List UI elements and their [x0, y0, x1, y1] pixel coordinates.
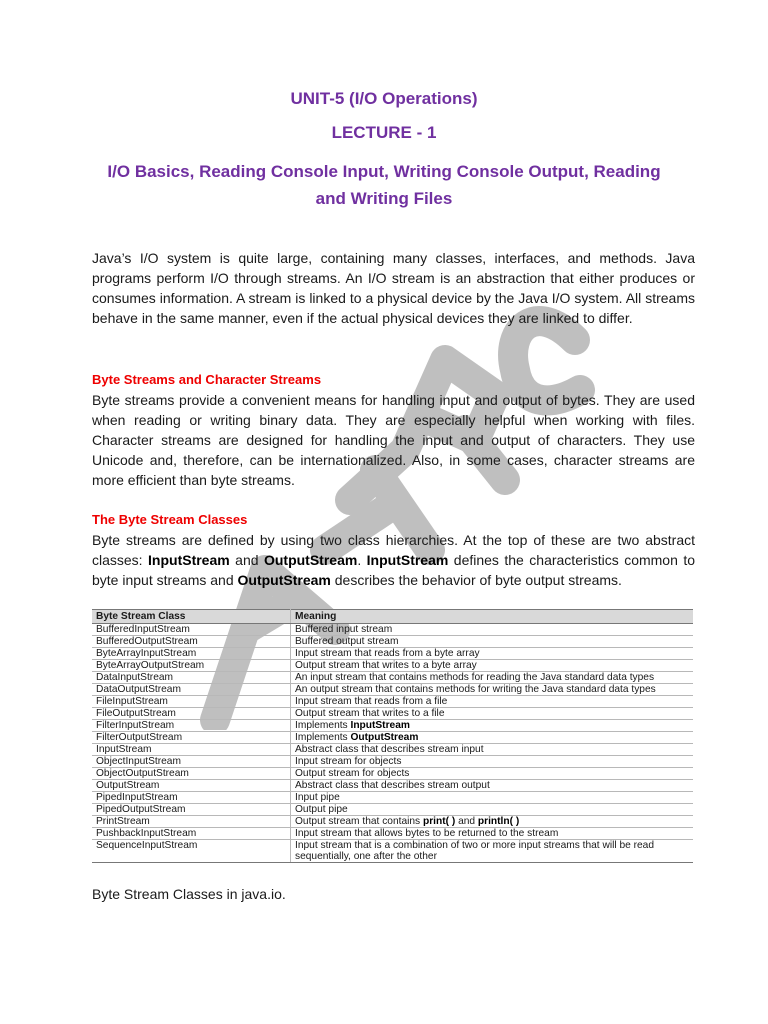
table-row: [92, 792, 693, 804]
section1-paragraph: Byte streams provide a convenient means for handling input and output of bytes. They are used when reading or writing binary data. They are especially helpful when working with files. Character streams are designed for handling the input and output of characters. They use Unicode and, therefore, can be internationalized. Also, in some cases, character streams are more efficient than byte streams.: [92, 392, 695, 488]
meaning-text: Abstract class that describes stream input: [295, 744, 484, 755]
meaning-text: Output stream that writes to a byte array: [295, 660, 477, 671]
meaning-cell: [291, 696, 694, 708]
meaning-cell: [291, 720, 694, 732]
meaning-cell: [291, 792, 694, 804]
meaning-cell: [291, 660, 694, 672]
table-row: [92, 816, 693, 828]
meaning-text: An output stream that contains methods for writing the Java standard data types: [295, 684, 656, 695]
table-header-row: [92, 610, 693, 624]
text-run: and: [229, 552, 264, 568]
table-row: [92, 672, 693, 684]
table-row: [92, 780, 693, 792]
meaning-cell: [291, 672, 694, 684]
term-inputstream: InputStream: [148, 552, 230, 568]
class-name-cell: PushbackInputStream: [92, 828, 291, 840]
section-heading-byte-stream-classes: The Byte Stream Classes: [92, 512, 248, 527]
meaning-text: Implements: [295, 720, 351, 731]
table-row: [92, 720, 693, 732]
meaning-cell: [291, 828, 694, 840]
class-name-cell: PipedInputStream: [92, 792, 291, 804]
meaning-cell: [291, 744, 694, 756]
class-name-cell: ObjectInputStream: [92, 756, 291, 768]
table-row: [92, 708, 693, 720]
meaning-text: Input stream for objects: [295, 756, 402, 767]
table-row: [92, 684, 693, 696]
meaning-text: Buffered input stream: [295, 624, 393, 635]
class-name-cell: ByteArrayInputStream: [92, 648, 291, 660]
meaning-text: Input stream that allows bytes to be returned to the stream: [295, 828, 559, 839]
class-name-cell: ObjectOutputStream: [92, 768, 291, 780]
meaning-cell: [291, 624, 694, 636]
class-name-cell: DataInputStream: [92, 672, 291, 684]
class-name-cell: PipedOutputStream: [92, 804, 291, 816]
byte-stream-classes-table: [92, 609, 693, 863]
meaning-cell: [291, 816, 694, 828]
meaning-text: Input stream that is a combination of two or more input streams that will be read sequentially, one after the other: [295, 840, 654, 862]
meaning-term: InputStream: [350, 720, 410, 731]
text-run: .: [357, 552, 367, 568]
table-row: [92, 756, 693, 768]
meaning-text: Implements: [295, 732, 351, 743]
class-name-cell: BufferedInputStream: [92, 624, 291, 636]
table-row: [92, 828, 693, 840]
table-row: [92, 804, 693, 816]
meaning-cell: [291, 648, 694, 660]
text-run: defines the characteristics common to byte input streams and: [92, 552, 696, 588]
meaning-text: and: [455, 816, 478, 827]
table-row: [92, 840, 693, 863]
meaning-cell: [291, 636, 694, 648]
meaning-text: Buffered output stream: [295, 636, 399, 647]
meaning-cell: [291, 840, 694, 863]
class-name-cell: PrintStream: [92, 816, 291, 828]
class-name-cell: FilterInputStream: [92, 720, 291, 732]
meaning-cell: [291, 684, 694, 696]
table-row: [92, 648, 693, 660]
table-row: [92, 660, 693, 672]
meaning-text: Input pipe: [295, 792, 340, 803]
meaning-term: OutputStream: [350, 732, 419, 743]
class-name-cell: DataOutputStream: [92, 684, 291, 696]
meaning-text: Output stream that writes to a file: [295, 708, 445, 719]
term-outputstream: OutputStream: [263, 552, 358, 568]
meaning-cell: [291, 708, 694, 720]
meaning-text: Input stream that reads from a file: [295, 696, 448, 707]
class-name-cell: OutputStream: [92, 780, 291, 792]
meaning-text: Abstract class that describes stream output: [295, 780, 490, 791]
meaning-text: Output pipe: [295, 804, 348, 815]
lecture-heading: LECTURE - 1: [331, 123, 437, 142]
meaning-text: Output stream for objects: [295, 768, 410, 779]
class-name-cell: InputStream: [92, 744, 291, 756]
class-name-cell: SequenceInputStream: [92, 840, 291, 863]
section-heading-byte-char-streams: Byte Streams and Character Streams: [92, 372, 322, 387]
table-row: [92, 624, 693, 636]
topic-line-1: I/O Basics, Reading Console Input, Writing Console Output, Reading: [107, 162, 661, 181]
meaning-term: println( ): [477, 816, 520, 827]
unit-heading: UNIT-5 (I/O Operations): [290, 89, 478, 108]
term-inputstream: InputStream: [366, 552, 449, 568]
text-run: describes the behavior of byte output streams.: [330, 572, 622, 588]
class-name-cell: FileOutputStream: [92, 708, 291, 720]
class-name-cell: ByteArrayOutputStream: [92, 660, 291, 672]
term-outputstream: OutputStream: [237, 572, 331, 588]
meaning-term: print( ): [422, 816, 456, 827]
text-run: Byte streams are defined by using two class hierarchies. At the top of these are two abstract classes:: [92, 532, 695, 568]
meaning-cell: [291, 756, 694, 768]
meaning-cell: [291, 780, 694, 792]
table-row: [92, 636, 693, 648]
topic-line-2: and Writing Files: [315, 189, 453, 208]
meaning-text: Output stream that contains: [295, 816, 423, 827]
table-caption: Byte Stream Classes in java.io.: [92, 886, 286, 902]
meaning-cell: [291, 732, 694, 744]
column-header-meaning: Meaning: [291, 610, 694, 624]
column-header-class: Byte Stream Class: [92, 610, 291, 624]
meaning-cell: [291, 804, 694, 816]
topic-heading: [0, 158, 768, 212]
class-name-cell: FileInputStream: [92, 696, 291, 708]
class-name-cell: FilterOutputStream: [92, 732, 291, 744]
class-name-cell: BufferedOutputStream: [92, 636, 291, 648]
table-row: [92, 744, 693, 756]
meaning-text: Input stream that reads from a byte array: [295, 648, 480, 659]
meaning-cell: [291, 768, 694, 780]
intro-paragraph: Java’s I/O system is quite large, containing many classes, interfaces, and methods. Java programs perform I/O through streams. An I/O stream is an abstraction that either produces or consumes information. A stream is linked to a physical device by the Java I/O system. All streams behave in the same manner, even if the actual physical devices they are linked to differ.: [92, 250, 695, 326]
table-row: [92, 696, 693, 708]
table-row: [92, 732, 693, 744]
table-row: [92, 768, 693, 780]
section2-paragraph: [92, 530, 695, 590]
meaning-text: An input stream that contains methods for reading the Java standard data types: [295, 672, 655, 683]
